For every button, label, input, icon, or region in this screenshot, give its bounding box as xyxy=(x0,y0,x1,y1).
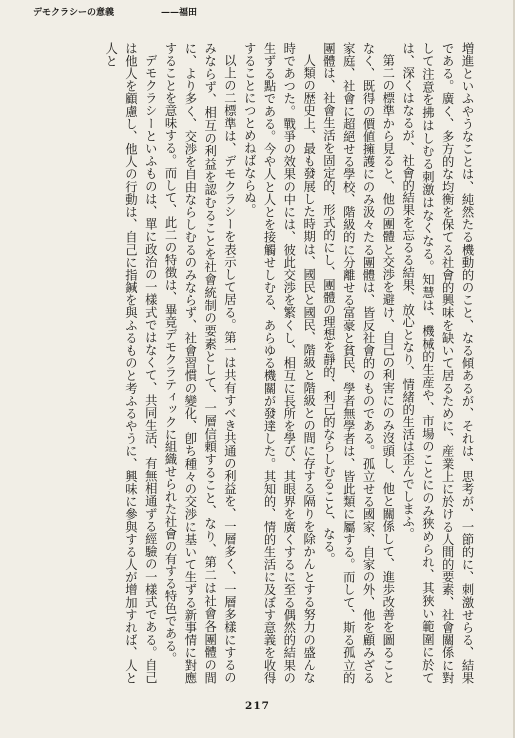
paragraph: 増進といふやうなことは、純然たる機動的のこと、なる傾あるが、それは、思考が、一節的に、刺激せらる、結果である。廣く、多方的な均衡を保てる社會的興味を缺いて居るために、産業上に於ける人間的要素、社會關係に對して注意を拂はしむる刺激はなくなる。知慧は、機械的生産や、市場のことにのみ狹められ、其狹い範圍に於ては、深くはなるが、社會的結果を忘るる結果、放心となり、情緒的生活は歪んでしまふ。 xyxy=(400,42,474,684)
paragraph: デモクラシーといふものは、單に政治の一樣式ではなくて、共同生活、有無相通ずる經驗の一樣式である。自己は他人を顧慮し、他人の行動は、自己に指鍼を與ふるものと考ふるやうに、興味に參與する人が增加すれば、人と人と xyxy=(103,42,158,684)
body-text xyxy=(56,42,476,684)
paragraph: 人類の歴史上、最も發展した時期は、國民と國民、階級と階級との間に存する隔りを除かんとする努力の盛んな時であつた。戰爭の效果の中には、彼此交渉を繁くし、相互に長所を學び、其眼界を廣くするに至る偶然的結果の生ずる點である。今や人と人とを接觸せしむる、あらゆる機關が發達した。其知的、情的生活に及ぼす意義を收得することにつとめねばならぬ。 xyxy=(242,42,316,684)
header-title: デモクラシーの意義 xyxy=(33,8,115,18)
paragraph: 第二の標準から見ると、他の團體と交渉を避け、自己の利害にのみ沒頭し、他と關係して、進歩改善を圖ることなく、既得の價値擁護にのみ汲々たる團體は、皆反社會的のものである。孤立せる國家、自家の外、他を顧みざる家庭、社會に超絕せる學校、階級的に分離せる富豪と貧民、學者無學者は、皆此類に屬する。而して、斯る孤立的團體は、社會生活を固定的、形式的にし、團體の理想を靜的、利己的ならしむること、なる。 xyxy=(321,42,395,684)
paragraph: 以上の二標準は、デモクラシーを表示して居る。第一は共有すべき共通の利益を、一層多く、一層多樣にするのみならず、相互の利益を認むることを社會統制の要素として、一層信頼すること、なり、第二は社會各團體の間に、より多く、交渉を自由ならしむるのみならず、社會習慣の變化、卽ち種々の交渉に基いて生ずる新事情に對應することを意味する。而して、此二の特徴は、畢竟デモクラティックに組織せられた社會の有する特色である。 xyxy=(163,42,237,684)
header-author: ——福田 xyxy=(161,8,198,18)
page-number: 217 xyxy=(245,700,270,712)
running-header xyxy=(0,6,515,20)
